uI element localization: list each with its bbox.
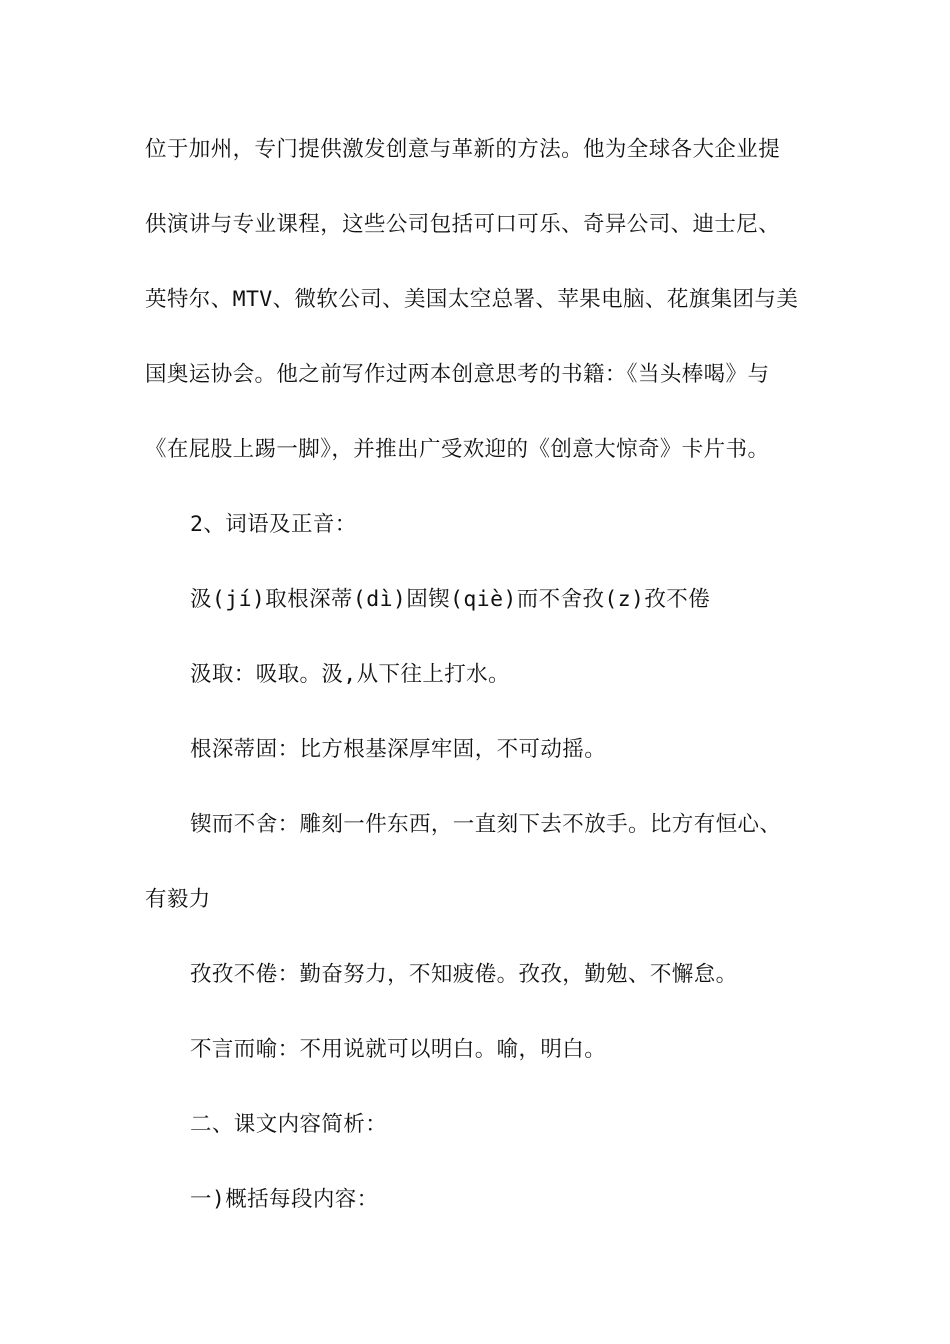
text-line-5: 《在屁股上踢一脚》，并推出广受欢迎的《创意大惊奇》卡片书。 <box>145 437 770 462</box>
definition-genshendigu: 根深蒂固：比方根基深厚牢固，不可动摇。 <box>190 737 607 762</box>
section-heading-analysis: 二、课文内容简析： <box>190 1112 388 1137</box>
text-line-4: 国奥运协会。他之前写作过两本创意思考的书籍：《当头棒喝》与 <box>145 362 770 387</box>
definition-qieerbushe: 锲而不舍：雕刻一件东西，一直刻下去不放手。比方有恒心、 <box>190 812 782 837</box>
pronunciation-line: 汲(jí)取根深蒂(dì)固锲(qiè)而不舍孜(z)孜不倦 <box>190 587 711 612</box>
subsection-heading-summary: 一)概括每段内容： <box>190 1187 379 1212</box>
text-line-1: 位于加州，专门提供激发创意与革新的方法。他为全球各大企业提 <box>145 137 781 162</box>
definition-jiqu: 汲取：吸取。汲,从下往上打水。 <box>190 662 510 687</box>
text-line-2: 供演讲与专业课程，这些公司包括可口可乐、奇异公司、迪士尼、 <box>145 212 781 237</box>
definition-qieerbushe-continued: 有毅力 <box>145 887 211 912</box>
section-heading-words: 2、词语及正音： <box>190 512 357 537</box>
definition-zizibujuan: 孜孜不倦：勤奋努力，不知疲倦。孜孜，勤勉、不懈怠。 <box>190 962 738 987</box>
definition-buyaneryu: 不言而喻：不用说就可以明白。喻，明白。 <box>190 1037 607 1062</box>
text-line-3: 英特尔、MTV、微软公司、美国太空总署、苹果电脑、花旗集团与美 <box>145 287 799 312</box>
